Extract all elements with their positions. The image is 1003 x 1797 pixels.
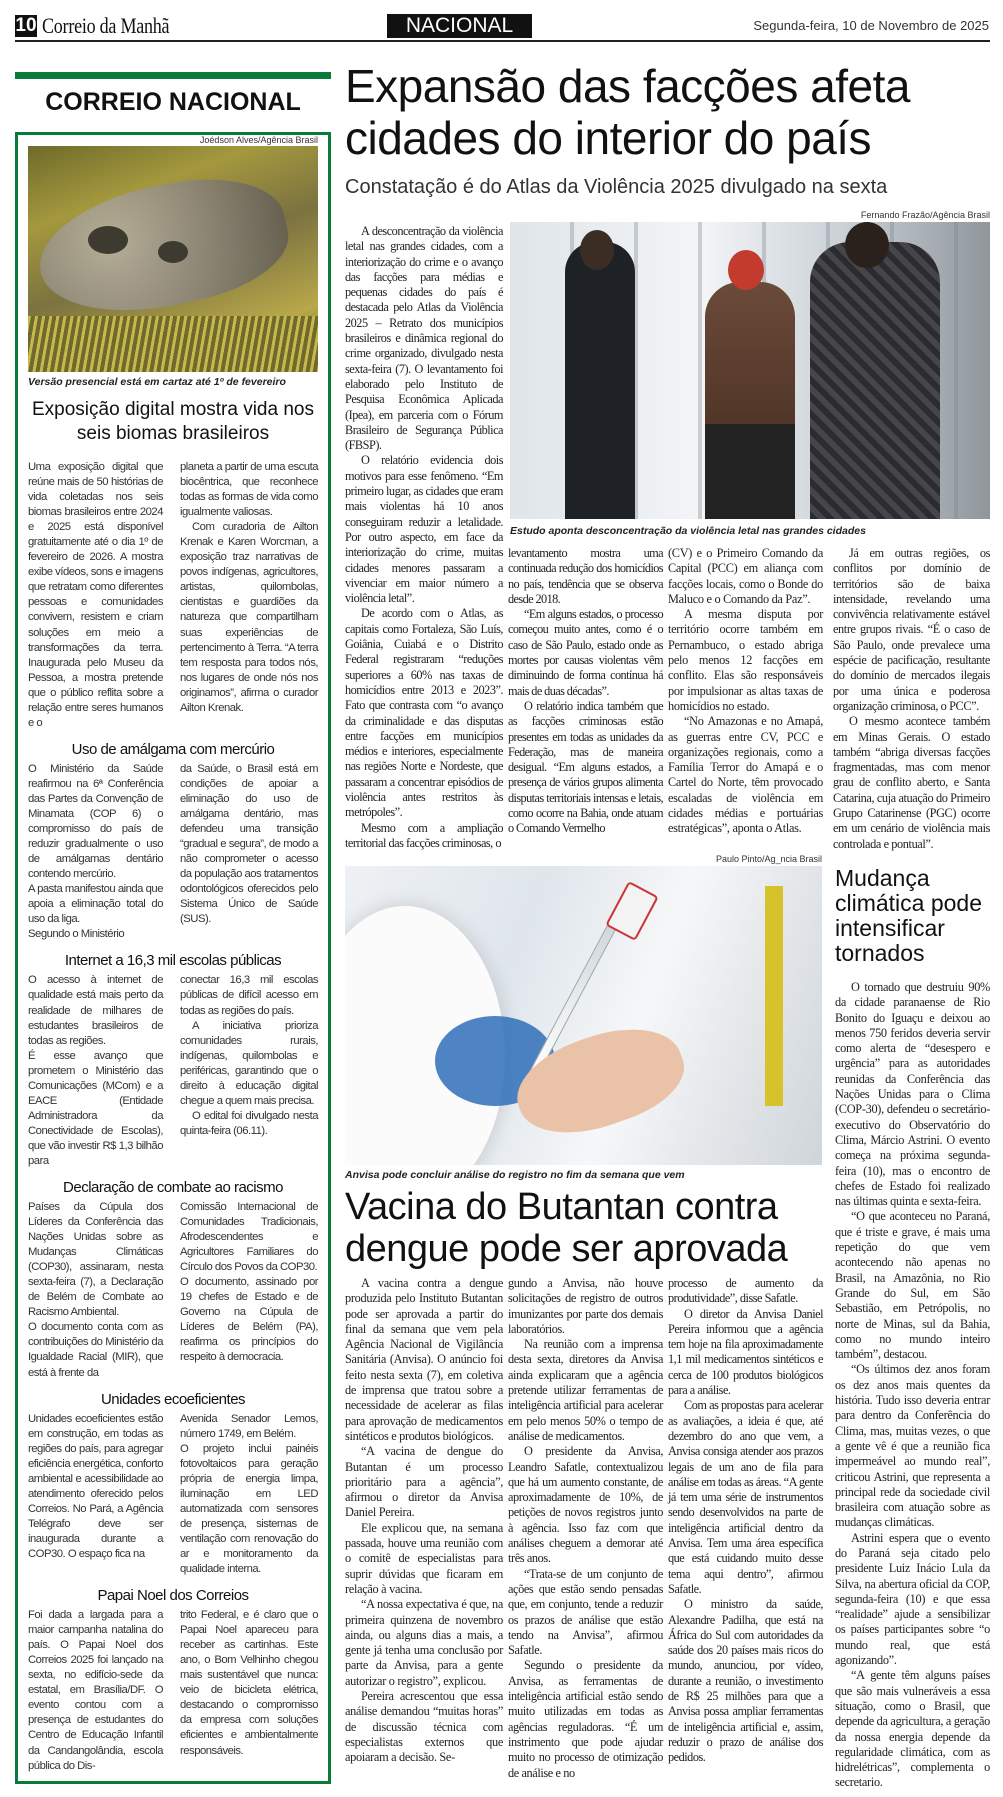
photo-credit: Fernando Frazão/Agência Brasil	[860, 210, 990, 220]
paragraph: Mesmo com a ampliação territorial das facções criminosas, o	[345, 820, 503, 850]
paragraph: É esse avanço que prometem o Ministério das Comunicações (MCom) e a EACE (Entidade Administradora da Conectividade de Escolas), que vão investir R$ 1,3 bilhão para	[28, 1049, 163, 1167]
paragraph: trito Federal, e é claro que o Papai Noel apareceu para receber as cartinhas. Este ano, o Bom Velhinho chegou mais sustentável que nunca: veio de bicicleta elétrica, destacando o compromisso da empresa com soluções eficientes e ambientalmente responsáveis.	[180, 1609, 318, 1757]
photo-caption: Estudo aponta desconcentração da violência letal nas grandes cidades	[510, 525, 866, 537]
paragraph: processo de aumento da produtividade”, disse Safatle.	[668, 1276, 823, 1306]
sidebar-text-column	[28, 973, 163, 1169]
section-heading: Unidades ecoeficientes	[100, 1390, 246, 1408]
paragraph: Segundo o presidente da Anvisa, as ferramentas de inteligência artificial estão sendo muito utilizadas em todas as agências reguladoras. “É um instrimento que pode ajudar muito no processo de otimização de análise e no	[508, 1658, 663, 1780]
main-article-column-4	[833, 546, 990, 852]
sidebar-article-amalgama	[28, 741, 318, 943]
section-label: NACIONAL	[387, 14, 532, 38]
paragraph: (CV) e o Primeiro Comando da Capital (PCC) em aliança com facções locais, como o Bonde do Maluco e o Comando da Paz”.	[668, 546, 823, 606]
paragraph: Já em outras regiões, os conflitos por domínio de territórios são de baixa intensidade, revelando uma convivência relativamente estável entre grupos rivais. “É o caso de São Paulo, onde prevalece uma espécie de pacificação, resultante do domínio de mercados ilegais por uma única e poderosa organização criminosa, o PCC”.	[833, 546, 990, 713]
paragraph: A iniciativa prioriza comunidades rurais, indígenas, quilombolas e periféricas, garantindo que o direito à educação digital chegue a quem mais precisa.	[180, 1019, 318, 1107]
photo-caption: Anvisa pode concluir análise do registro no fim da semana que vem	[345, 1169, 685, 1181]
sidebar-text-column	[180, 973, 318, 1139]
sidebar-text-column	[28, 1412, 163, 1562]
paragraph: O relatório indica também que as facções criminosas estão presentes em todas as unidades da Federação, mas de maneira desigual. “Em alguns estados, a presença de vários grupos alimenta disputas territoriais intensas e letais, como ocorre na Bahia, onde atuam o Comando Vermelho	[508, 698, 663, 836]
paragraph: “A vacina de dengue do Butantan é um processo prioritário para a agência”, afirmou o diretor da Anvisa Daniel Pereira.	[345, 1444, 503, 1520]
climate-article-column	[835, 980, 990, 1791]
sidebar-text-column	[28, 1200, 163, 1381]
paragraph: O ministro da saúde, Alexandre Padilha, que está na África do Sul com autoridades da saúde dos 20 países mais ricos do mundo, anunciou, por vídeo, durante a reunião, o investimento de R$ 25 milhões para que a Anvisa possa ampliar ferramentas de inteligência artificial e, assim, reduzir o prazo de análise dos pedidos.	[668, 1597, 823, 1765]
paragraph: Países da Cúpula dos Líderes da Conferência das Nações Unidas sobre as Mudanças Climáticas (COP30), assinaram, nesta sexta-feira (7), a Declaração de Belém de Combate ao Racismo Ambiental.	[28, 1201, 163, 1319]
page-number: 10	[15, 15, 37, 36]
paragraph: O Ministério da Saúde reafirmou na 6ª Conferência das Partes da Convenção de Minamata (COP 6) o compromisso do país de reduzir gradualmente o uso de amálgamas dentário contendo mercúrio.	[28, 762, 163, 881]
paragraph: Foi dada a largada para a maior campanha natalina do país. O Papai Noel dos Correios 2025 foi lançado na sexta, no edifício-sede da estatal, em Brasília/DF. O evento contou com a presença de estudantes do Centro de Educação Infantil da Candangolândia, escola pública do Dis-	[28, 1609, 163, 1772]
issue-date: Segunda-feira, 10 de Novembro de 2025	[753, 18, 989, 33]
paragraph: Segundo o Ministério	[28, 928, 125, 941]
paragraph: O tornado que destruiu 90% da cidade paranaense de Rio Bonito do Iguaçu e deixou ao menos 750 feridos deveria servir como alerta de “desespero e urgência” para as autoridades reunidas da Conferência das Nações Unidas para o Clima (COP-30), defendeu o secretário-executivo do Observatório do Clima, Márcio Astrini. O evento começa na próxima segunda-feira (10), mas o encontro de chefes de Estado foi realizado nas últimas quinta e sexta-feira.	[835, 980, 990, 1209]
paragraph: O edital foi divulgado nesta quinta-feira (06.11).	[180, 1109, 318, 1137]
vaccine-article-column-2	[508, 1276, 663, 1781]
paragraph: “No Amazonas e no Amapá, as guerras entre CV, PCC e organizações regionais, como a Família Terror do Amapá e o Cartel do Norte, têm provocado escaladas de violência em cidades médias e portuárias estratégicas”, aponta o Atlas.	[668, 714, 823, 836]
paragraph: da Saúde, o Brasil está em condições de apoiar a eliminação do uso de amálgama dentário, mas defendeu uma transição “gradual e segura”, de modo a não comprometer o acesso da população aos tratamentos odontológicos oferecidos pelo Sistema Único de Saúde (SUS).	[180, 762, 318, 926]
paragraph: Astrini espera que o evento do Paraná seja citado pelo presidente Luiz Inácio Lula da Silva, na abertura oficial da COP, segunda-feira (10) e que essa “realidade” ajude a sensibilizar os países participantes sobre “o mundo real, que está agonizando”.	[835, 1530, 990, 1668]
sidebar-accent-bar	[15, 72, 331, 79]
vaccine-headline: Vacina do Butantan contra dengue pode ser aprovada	[345, 1186, 788, 1270]
main-headline: Expansão das facções afeta cidades do interior do país	[345, 60, 910, 164]
paragraph: A pasta manifestou ainda que apoia a eliminação total do uso da liga.	[28, 883, 163, 926]
paragraph: A desconcentração da violência letal nas grandes cidades, com a interiorização do crime e o avanço das facções para médias e pequenas cidades do país é destacada pelo Atlas da Violência 2025 – Retrato dos municípios brasileiros e dinâmica regional do crime organizado, divulgado nesta sexta-feira (7). O levantamento foi elaborado pelo Instituto de Pesquisa Econômica Aplicada (Ipea), em parceria com o Fórum Brasileiro de Segurança Pública (FBSP).	[345, 224, 503, 453]
sidebar-article-papai-noel	[28, 1587, 318, 1774]
paragraph: A vacina contra a dengue produzida pelo Instituto Butantan pode ser aprovada a partir do final da semana que vem pela Agência Nacional de Vigilância Sanitária (Anvisa). O anúncio foi feito nesta sexta (7), em coletiva de imprensa que tratou sobre a necessidade de acelerar as filas para aprovação de medicamentos sintéticos e produtos biológicos.	[345, 1276, 503, 1443]
paragraph: gundo a Anvisa, não houve solicitações de registro de outros imunizantes por parte dos demais laboratórios.	[508, 1276, 663, 1336]
rock-formation-photo	[28, 146, 318, 372]
paragraph: “Os últimos dez anos foram os dez anos mais quentes da história. Tudo isso deveria entrar para dentro da Conferência do Clima, mas, muitas vezes, o que a gente vê é que a reunião fica impermeável ao mundo real”, criticou Astrini, que representa a principal rede da sociedade civil brasileira com atuação sobre as mudanças climáticas.	[835, 1362, 990, 1530]
sidebar-article-racismo	[28, 1179, 318, 1381]
paragraph: O relatório evidencia dois motivos para esse fenômeno. “Em primeiro lugar, as cidades que eram mais violentas há 10 anos conseguiram reduzir a letalidade. Por outro aspecto, em face da interiorização do crime, muitas cidades menores passaram a vivenciar em maior número a violência letal”.	[345, 453, 503, 606]
paragraph: Ele explicou que, na semana passada, houve uma reunião com o comitê de especialistas para suprir dúvidas que ficaram em relação à vacina.	[345, 1520, 503, 1596]
paragraph: O mesmo acontece também em Minas Gerais. O estado também “abriga diversas facções fragmentadas, mas com menor grau de conflito aberto, e Santa Catarina, cuja atuação do Primeiro Grupo Catarinense (PGC) ocorre em um cenário de violência mais controlada e pontual”.	[833, 714, 990, 851]
sidebar-text-column	[180, 1412, 318, 1578]
sidebar-title: CORREIO NACIONAL	[45, 88, 301, 116]
paragraph: “A nossa expectativa é que, na primeira quinzena de novembro ainda, ou alguns dias a mais, a gente já tenha uma conclusão por parte da Anvisa, para a gente autorizar o registro”, explicou.	[345, 1597, 503, 1688]
sidebar-article-internet	[28, 952, 318, 1169]
paragraph: Na reunião com a imprensa desta sexta, diretores da Anvisa ainda explicaram que a agência pretende utilizar ferramentas de inteligência artificial para acelerar em pelo menos 50% o tempo de análise de medicamentos.	[508, 1337, 663, 1443]
photo-credit: Joédson Alves/Agência Brasil	[199, 135, 318, 145]
climate-headline: Mudança climática pode intensificar tornados	[835, 865, 983, 966]
paragraph: O diretor da Anvisa Daniel Pereira informou que a agência tem hoje na fila aproximadamente 1,1 mil medicamentos sintéticos e cerca de 100 produtos biológicos para a análise.	[668, 1306, 823, 1398]
paragraph: O acesso à internet de qualidade está mais perto da realidade de milhares de estudantes brasileiros de todas as regiões.	[28, 974, 163, 1047]
paragraph: O documento conta com as contribuições do Ministério da Igualdade Racial (MIR), que está à frente da	[28, 1321, 163, 1379]
sidebar-articles	[28, 460, 318, 1774]
paragraph: Avenida Senador Lemos, número 1749, em Belém.	[180, 1412, 318, 1440]
section-heading: Uso de amálgama com mercúrio	[71, 740, 275, 758]
paragraph: “Trata-se de um conjunto de ações que estão sendo pensadas que, em conjunto, tende a reduzir os prazos de análise que estão tendo na Anvisa”, afirmou Safatle.	[508, 1566, 663, 1658]
paragraph: O projeto inclui painéis fotovoltaicos para geração própria de energia limpa, iluminação em LED automatizada com sensores de presença, sistemas de ventilação com renovação do ar e monitoramento da qualidade interna.	[180, 1442, 318, 1576]
vaccine-article-column-1	[345, 1276, 503, 1766]
main-article-column-2	[508, 546, 663, 837]
sidebar-article-exposicao	[28, 460, 318, 731]
paragraph: Unidades ecoeficientes estão em construção, em todas as regiões do país, para agregar eficiência energética, conforto ambiental e acessibilidade ao atendimento oferecido pelos Correios. No Pará, a Agência Telégrafo deve ser inaugurada durante a COP30. O espaço fica na	[28, 1412, 163, 1560]
police-photo	[510, 222, 990, 519]
paragraph: “A gente têm alguns países que são mais vulneráveis a essa situação, como o Brasil, que depende da agricultura, a geração da nossa energia depende da regularidade climática, com as hidrelétricas”, complementa o secretario.	[835, 1668, 990, 1790]
sidebar-article-ecoeficientes	[28, 1391, 318, 1578]
paragraph: Comissão Internacional de Comunidades Tradicionais, Afrodescendentes e Agricultores Familiares do Círculo dos Povos da COP30.	[180, 1201, 318, 1274]
section-heading: Declaração de combate ao racismo	[63, 1179, 283, 1197]
vaccine-article-column-3	[668, 1276, 823, 1766]
newspaper-name: Correio da Manhã	[42, 13, 170, 38]
paragraph: Uma exposição digital que reúne mais de 50 histórias de vida coletadas nos seis biomas brasileiros entre 2024 e 2025 está disponível gratuitamente até o dia 1º de fevereiro de 2026. A mostra exibe vídeos, sons e imagens que retratam como diferentes pessoas e comunidades convivem, resistem e criam soluções em meio a transformações da terra. Inaugurada pelo Museu da Pessoa, a mostra pretende que o público reflita sobre a relação entre seres humanos e o	[28, 461, 163, 729]
paragraph: “Em alguns estados, o processo começou muito antes, como é o caso de São Paulo, estado onde as mortes por causas violentas vêm diminuindo de forma contínua há mais de duas décadas”.	[508, 607, 663, 698]
sidebar-headline: Exposição digital mostra vida nos seis biomas brasileiros	[32, 399, 314, 444]
paragraph: levantamento mostra uma continuada redução dos homicídios no país, tendência que se observa desde 2018.	[508, 546, 663, 606]
paragraph: planeta a partir de uma escuta biocêntrica, que reconhece todas as formas de vida como igualmente valiosas.	[180, 461, 318, 519]
sidebar-text-column	[28, 1608, 163, 1774]
paragraph: Pereira acrescentou que essa análise demandou “muitas horas” de discussão técnica com especialistas externos que apoiaram a decisão. Se-	[345, 1689, 503, 1765]
paragraph: “O que aconteceu no Paraná, que é triste e grave, é mais uma repetição do que vem acontecendo não apenas no Brasil, na Amazônia, no Rio Grande do Sul, em São Sebastião, em Petrópolis, no norte de Minas, sul da Bahia, como no mundo inteiro também”, destacou.	[835, 1209, 990, 1362]
sidebar-text-column	[180, 1200, 318, 1366]
sidebar-text-column	[180, 762, 318, 928]
main-article-column-1	[345, 224, 503, 851]
paragraph: Com curadoria de Ailton Krenak e Karen Worcman, a exposição traz narrativas de povos indígenas, agricultores, artistas, quilombolas, cientistas e guardiões da natureza que compartilham suas experiências de pertencimento à Terra. “A terra tem resposta para todos nós, nos lugares de onde nós nos originamos”, afirma o curador Ailton Krenak.	[180, 521, 318, 714]
header-divider	[15, 40, 990, 42]
sidebar-text-column	[28, 762, 163, 943]
paragraph: A mesma disputa por território ocorre também em Pernambuco, o estado abriga pelo menos 12 facções em conflito. Elas são responsáveis por impulsionar as altas taxas de homicídios no estado.	[668, 607, 823, 713]
vaccine-photo	[345, 866, 822, 1165]
paragraph: conectar 16,3 mil escolas públicas de difícil acesso em todas as regiões do país.	[180, 974, 318, 1017]
sidebar-text-column	[28, 460, 163, 731]
main-article-column-3	[668, 546, 823, 837]
section-heading: Papai Noel dos Correios	[97, 1587, 249, 1605]
paragraph: De acordo com o Atlas, as capitais como Fortaleza, São Luís, Goiânia, Cuiabá e o Distrito Federal registraram “reduções superiores a 60% nas taxas de homicídios entre 2013 e 2023”. Fato que contrasta com “o avanço da criminalidade e das disputas entre facções em municípios médios e interiores, especialmente nas regiões Norte e Nordeste, que passaram a concentrar episódios de violência antes restritos às metrópoles”.	[345, 606, 503, 820]
paragraph: Com as propostas para acelerar as avaliações, a ideia é que, até dezembro do ano que vem, a Anvisa consiga atender aos prazos legais de um ano de fila para análise em todas as áreas. “A gente já tem uma série de instrumentos sendo desenvolvidos na parte de inteligência artificial dentro da Anvisa. Tem uma área específica que está cuidando muito desse tema aqui dentro”, afirmou Safatle.	[668, 1398, 823, 1596]
paragraph: O presidente da Anvisa, Leandro Safatle, contextualizou que há um aumento constante, de aproximadamente de 10%, de petições de novos registros junto à agência. Isso faz com que análises cheguem a demorar até três anos.	[508, 1444, 663, 1566]
sidebar-text-column	[180, 1608, 318, 1758]
photo-credit: Paulo Pinto/Ag_ncia Brasil	[715, 854, 822, 864]
photo-caption: Versão presencial está em cartaz até 1º de fevereiro	[28, 376, 286, 388]
paragraph: O documento, assinado por 19 chefes de Estado e de Governo na Cúpula de Líderes de Belém (PA), reafirma os princípios do respeito à democracia.	[180, 1276, 318, 1364]
sidebar-text-column	[180, 460, 318, 716]
main-subtitle: Constatação é do Atlas da Violência 2025 divulgado na sexta	[345, 176, 888, 198]
section-heading: Internet a 16,3 mil escolas públicas	[64, 952, 282, 970]
